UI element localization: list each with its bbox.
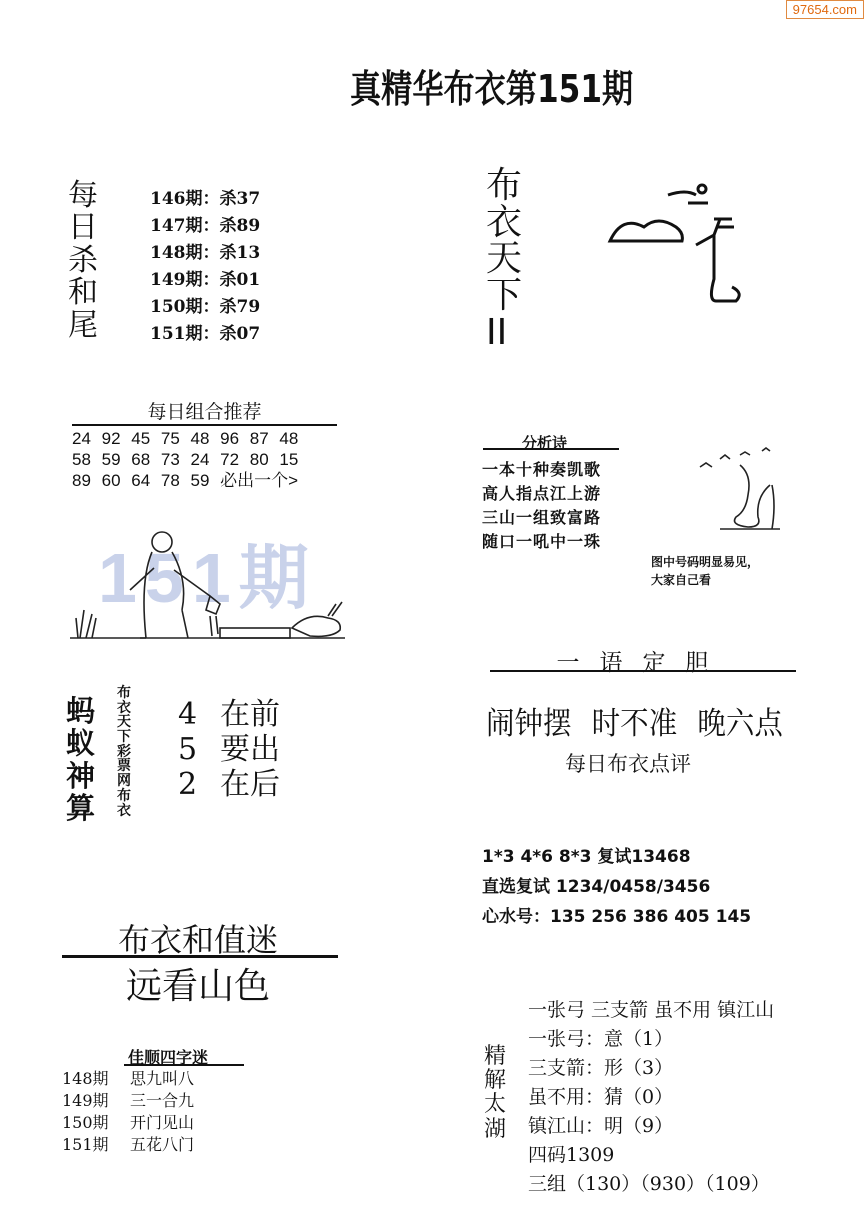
combo-row: 24 92 45 75 48 96 87 48 [72,429,299,448]
code-line: 心水号：135 256 386 405 145 [482,907,752,927]
kill-side-char: 杀 [68,242,98,278]
combo-title: 每日组合推荐 [72,397,337,426]
tree-birds-illustration [690,445,810,540]
jingjie-line: 一张弓：意（1） [528,1028,674,1050]
four-char-text: 五花八门 [130,1135,195,1154]
jingjie-side-label [484,1045,506,1142]
jingjie-line: 镇江山：明（9） [528,1115,674,1137]
site-watermark: 97654.com [786,0,864,19]
poem-line: 随口一吼中一珠 [482,532,602,551]
mountain-tree-illustration [596,175,796,315]
ant-lines [178,697,280,802]
yiyu-title: 一语定胆 [556,650,729,676]
hint-line: 大家自己看 [651,573,712,587]
code-lines [482,842,751,932]
ant-small-char: 彩 [117,743,131,760]
jingjie-line: 三支箭：形（3） [528,1057,674,1079]
four-char-text: 开门见山 [130,1113,195,1132]
jingjie-line: 一张弓 三支箭 虽不用 镇江山 [528,999,775,1021]
kill-tail-list [150,186,260,348]
combo-row: 58 59 68 73 24 72 80 15 [72,450,299,469]
ant-line-text: 在后 [220,767,280,802]
kill-side-char: 日 [68,210,98,246]
four-char-period: 150期 [62,1113,109,1132]
ant-side-char: 蚁 [66,726,96,761]
kill-tail-item: 147期：杀89 [150,216,261,236]
buyi-char: 天 [486,238,523,280]
code-line: 1*3 4*6 8*3 复试13468 [482,847,691,867]
ant-small-char: 网 [117,773,131,790]
jingjie-side-char: 太 [484,1092,507,1118]
four-char-text: 思九叫八 [130,1069,195,1088]
four-char-list [62,1068,194,1156]
yiyu-divider [490,670,796,672]
buyi-char: 衣 [486,201,523,243]
jingjie-line: 三组（130）（930）（109） [528,1173,770,1195]
riddle-answer: 远看山色 [125,966,270,1007]
ant-line [178,767,280,802]
analysis-hint [651,553,759,589]
ant-small-char: 布 [117,685,131,701]
code-line: 直选复试 1234/0458/3456 [482,877,711,897]
yiyu-subtitle: 每日布衣点评 [565,752,691,776]
jingjie-lines [528,996,774,1199]
poem-line: 高人指点江上游 [482,484,602,503]
ant-small-char: 票 [117,758,131,775]
buyi-char: 布 [486,165,523,206]
four-char-item [62,1134,194,1156]
ant-line-number: 4 [178,697,198,732]
kill-side-char: 和 [68,275,98,311]
farmer-rabbit-illustration [70,510,350,650]
buyi-vertical-title [486,165,523,353]
kill-tail-item: 151期：杀07 [150,324,261,344]
page-title: 真精华布衣第151期 [350,67,634,111]
ant-small-char: 布 [117,787,131,804]
kill-tail-item: 146期：杀37 [150,189,261,209]
ant-line-number: 5 [178,732,198,767]
ant-side-char: 神 [66,758,96,793]
kill-tail-item: 149期：杀01 [150,270,261,290]
ant-line-text: 在前 [220,697,280,732]
four-char-item [62,1112,194,1134]
combo-grid [72,428,298,491]
jingjie-side-char: 湖 [484,1116,507,1142]
four-char-item [62,1068,194,1090]
combo-row: 89 60 64 78 59 必出一个> [72,471,299,490]
jingjie-line: 虽不用：猜（0） [528,1086,674,1108]
ant-small-label [117,686,131,818]
four-char-item [62,1090,194,1112]
ant-line-number: 2 [178,767,198,802]
four-char-text: 三一合九 [130,1091,195,1110]
ant-side-char: 蚂 [66,694,96,728]
hint-line: 图中号码明显易见， [651,555,760,569]
ant-small-char: 衣 [117,802,131,819]
poem-line: 一本十种奏凯歌 [482,460,602,479]
four-char-period: 151期 [62,1135,109,1154]
kill-side-char: 每 [68,178,98,213]
kill-tail-item: 148期：杀13 [150,243,261,263]
four-char-title: 佳顺四字迷 [128,1048,209,1067]
analysis-divider [483,448,619,450]
ant-small-char: 下 [117,729,131,746]
kill-tail-item: 150期：杀79 [150,297,261,317]
buyi-char: 下 [486,275,523,317]
kill-side-char: 尾 [68,307,98,343]
issue-watermark-text: 151期 [98,539,317,617]
poem-line: 三山一组致富路 [482,508,602,527]
jingjie-line: 四码1309 [528,1144,615,1166]
ant-side-label [66,695,95,825]
ant-line [178,697,280,732]
four-char-period: 149期 [62,1091,109,1110]
ant-line [178,732,280,767]
ant-small-char: 天 [117,714,131,731]
ant-small-char: 衣 [117,699,131,716]
four-char-period: 148期 [62,1069,109,1088]
ant-line-text: 要出 [220,732,280,767]
analysis-title: 分析诗 [522,434,568,452]
analysis-poem [482,458,601,554]
four-char-divider [124,1064,244,1066]
jingjie-side-char: 解 [484,1068,507,1094]
yiyu-riddle: 闹钟摆 时不准 晚六点 [486,706,783,742]
jingjie-side-char: 精 [484,1044,507,1069]
riddle-title: 布衣和值迷 [117,921,278,959]
ant-side-char: 算 [66,791,96,826]
buyi-char: II [486,311,508,353]
kill-tail-side-label [68,180,98,342]
